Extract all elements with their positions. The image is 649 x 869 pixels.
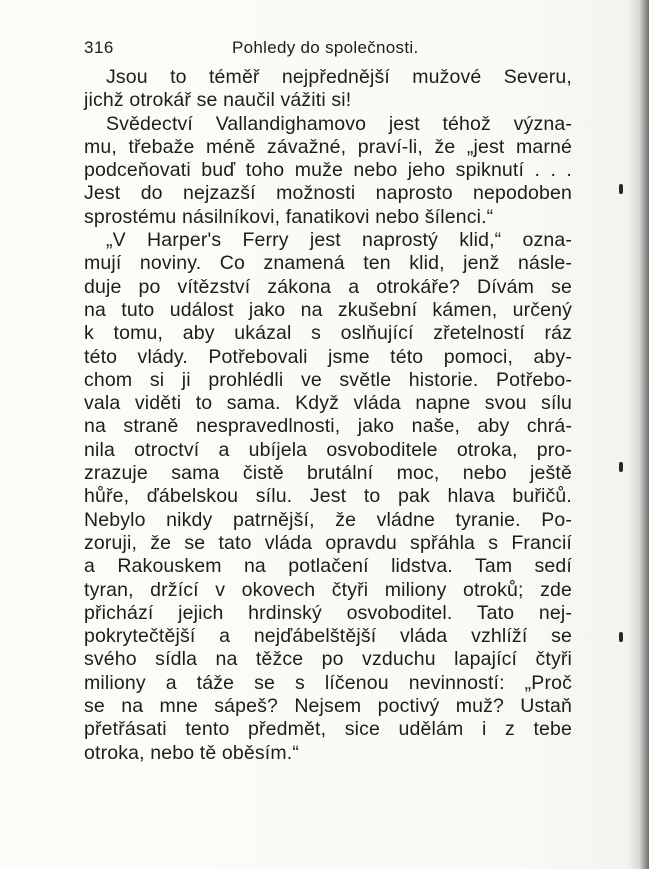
text-line: vala viděti to sama. Když vláda napne svou sílu (84, 392, 572, 415)
text-line: Jsou to téměř nejpřednější mužové Severu, (106, 66, 572, 88)
text-line: Nebylo nikdy patrnější, že vládne tyranie. Po- (84, 508, 572, 531)
text-line: sprostému násilníkovi, fanatikovi nebo šílenci.“ (84, 205, 494, 228)
text-line: a Rakouskem na potlačení lidstva. Tam sedí (84, 555, 572, 578)
edge-mark (619, 632, 623, 642)
text-line: mují noviny. Co znamená ten klid, jenž násle- (84, 252, 572, 275)
page-edge-shadow (627, 0, 649, 869)
running-title: Pohledy do společnosti. (232, 38, 419, 57)
text-line: přichází jejich hrdinský osvoboditel. Tato nej- (84, 601, 572, 624)
text-line: „V Harper's Ferry jest naprostý klid,“ ozna- (106, 229, 572, 252)
text-line: nila otroctví a ubíjela osvoboditele otroka, pro- (84, 438, 572, 461)
text-line: Svědectví Vallandighamovo jest téhož význa- (106, 112, 572, 135)
text-line: svého sídla na těžce po vzduchu lapající čtyři (84, 648, 572, 671)
text-line: otroka, nebo tě oběsím.“ (84, 741, 299, 764)
text-line: na tuto událost jako na zkušební kámen, určený (84, 298, 572, 321)
text-line: duje po vítězství zákona a otrokáře? Dívám se (84, 275, 572, 298)
text-line: mu, třebaže méně závažné, praví-li, že „jest marné (84, 135, 572, 158)
edge-mark (619, 184, 623, 194)
page-number: 316 (84, 38, 114, 57)
text-line: Jest do nejzazší možnosti naprosto nepodoben (84, 182, 572, 205)
text-line: pokrytečtější a nejďábelštější vláda vzhlíží se (84, 625, 572, 648)
text-line: přetřásati tento předmět, sice udělám i z tebe (84, 718, 572, 741)
edge-mark (619, 462, 623, 472)
page-header (84, 38, 572, 62)
body-text (84, 66, 572, 765)
text-line: podceňovati buď toho muže nebo jeho spiknutí . . . (84, 159, 572, 182)
text-line: chom si ji prohlédli ve světle historie. Potřebo- (84, 368, 572, 391)
text-line: zrazuje sama čistě brutální moc, nebo ještě (84, 462, 572, 485)
text-line: se na mne sápeš? Nejsem poctivý muž? Ustaň (84, 695, 572, 718)
text-line: na straně nespravedlnosti, jako naše, aby chrá- (84, 415, 572, 438)
text-line: k tomu, aby ukázal s oslňující zřetelností ráz (84, 322, 572, 345)
text-line: tyran, držící v okovech čtyři miliony otroků; zde (84, 578, 572, 601)
text-line: hůře, ďábelskou sílu. Jest to pak hlava buřičů. (84, 485, 572, 508)
text-line: zoruji, že se tato vláda opravdu spřáhla s Francií (84, 531, 572, 554)
text-line: jichž otrokář se naučil vážiti si! (84, 89, 352, 112)
text-line: této vlády. Potřebovali jsme této pomoci, aby- (84, 345, 572, 368)
text-line: miliony a táže se s líčenou nevinností: „Proč (84, 671, 572, 694)
